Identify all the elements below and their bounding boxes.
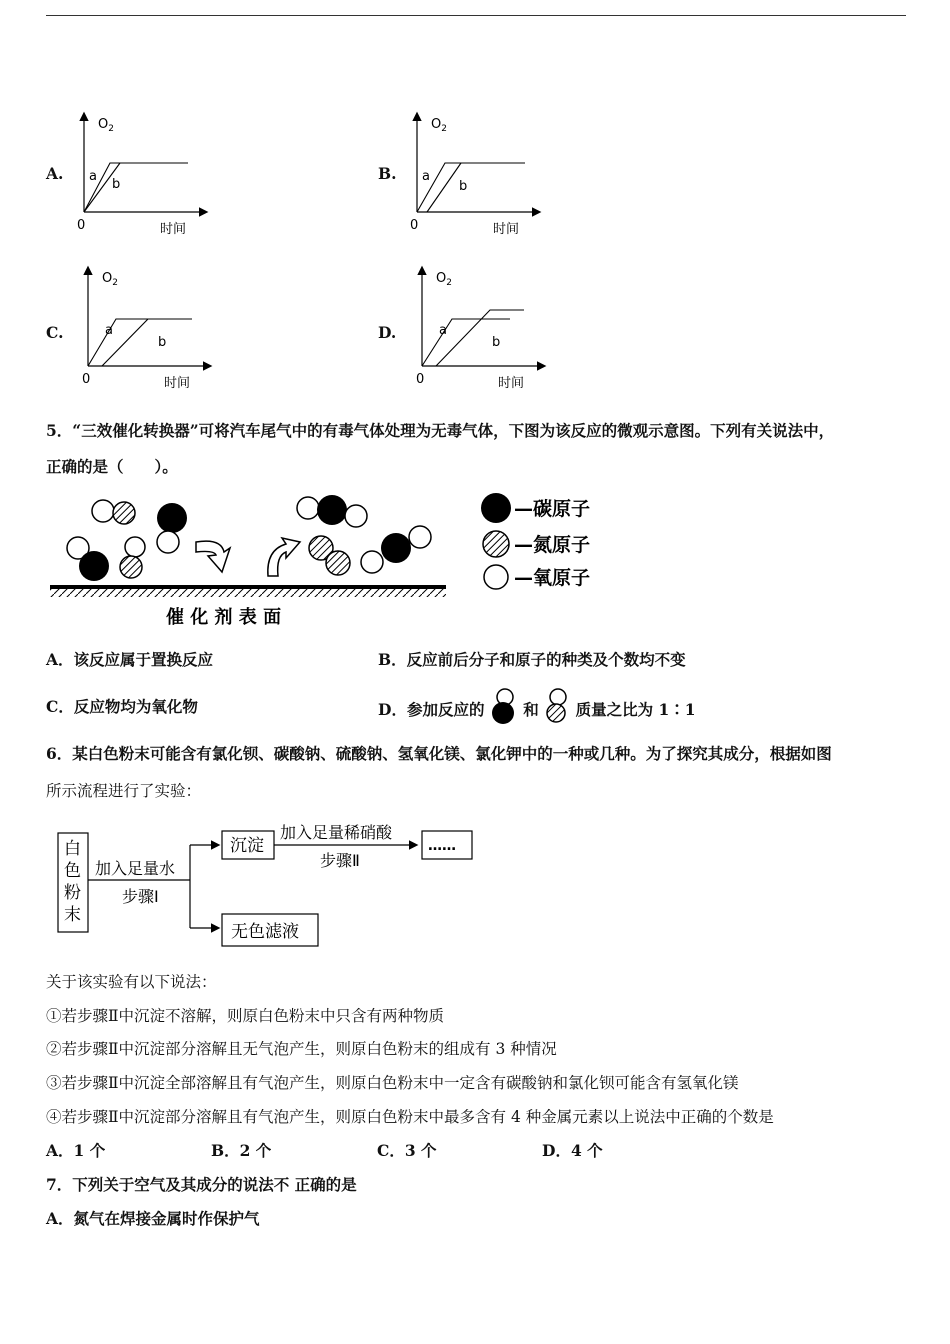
graph-c-x-label: 时间: [164, 376, 191, 391]
step1-label: 加入足量水: [95, 859, 176, 878]
graph-a-line-a: a: [89, 169, 97, 184]
filtrate-label: 无色滤液: [231, 922, 299, 942]
graph-d-y-label: $O_2$: [436, 271, 452, 288]
q7-stem: 7．下列关于空气及其成分的说法不 正确的是: [46, 1175, 357, 1194]
q5-option-d: [378, 697, 696, 725]
graph-b-line-b: b: [459, 179, 468, 194]
graph-c: [76, 262, 216, 394]
q6-stem-line1: 6．某白色粉末可能含有氯化钡、碳酸钠、硫酸钠、氢氧化镁、氯化钾中的一种或几种。为了探究其成分，根据如图: [46, 744, 832, 763]
step2-label: 加入足量稀硝酸: [280, 823, 393, 842]
q6-statement-4: ④若步骤Ⅱ中沉淀部分溶解且有气泡产生，则原白色粉末中最多含有 4 种金属元素以上说法中正确的个数是: [46, 1108, 774, 1126]
q6-intro: 关于该实验有以下说法：: [46, 973, 217, 991]
graph-b-x-label: 时间: [493, 222, 520, 237]
catalyst-reaction-figure: [46, 490, 646, 632]
graph-d-line-a: a: [439, 323, 447, 338]
q6-option-b: B．2 个: [211, 1141, 272, 1160]
graph-b-y-label: $O_2$: [431, 117, 447, 134]
start-char-1: 白: [64, 839, 81, 859]
q6-statement-2: ②若步骤Ⅱ中沉淀部分溶解且无气泡产生，则原白色粉末的组成有 3 种情况: [46, 1040, 557, 1058]
graph-d: [410, 262, 550, 394]
co-molecule-icon: [490, 687, 518, 725]
ellipsis-label: ……: [428, 838, 456, 854]
graph-c-line-b: b: [158, 335, 167, 350]
graph-a-origin: 0: [77, 218, 86, 233]
surface-label: 催 化 剂 表 面: [166, 607, 282, 628]
graph-a-line-b: b: [112, 177, 121, 192]
graph-a: [72, 108, 212, 240]
q7-option-a: A．氮气在焊接金属时作保护气: [46, 1209, 260, 1228]
q5-option-d-and: 和: [523, 700, 539, 719]
q6-statement-3: ③若步骤Ⅱ中沉淀全部溶解且有气泡产生，则原白色粉末中一定含有碳酸钠和氯化钡可能含有氢氧化镁: [46, 1074, 739, 1092]
option-c-letter: C.: [46, 323, 64, 342]
graph-d-origin: 0: [416, 372, 425, 387]
header-rule: [46, 15, 906, 16]
q5-stem-line1: 5．“三效催化转换器”可将汽车尾气中的有毒气体处理为无毒气体，下图为该反应的微观示意图。下列有关说法中，: [46, 421, 835, 440]
graph-c-origin: 0: [82, 372, 91, 387]
q5-stem-line2: 正确的是（ ）。: [46, 457, 178, 476]
graph-d-line-b: b: [492, 335, 501, 350]
graph-a-x-label: 时间: [160, 222, 187, 237]
precipitate-label: 沉淀: [230, 836, 264, 856]
option-b-letter: B.: [378, 164, 397, 183]
graph-b: [405, 108, 545, 240]
legend-carbon: —碳原子: [514, 498, 591, 520]
graph-b-line-a: a: [422, 169, 430, 184]
q5-option-a: A．该反应属于置换反应: [46, 650, 214, 669]
graph-d-x-label: 时间: [498, 376, 525, 391]
q5-option-b: B．反应前后分子和原子的种类及个数均不变: [378, 650, 686, 669]
q6-stem-line2: 所示流程进行了实验：: [46, 782, 202, 800]
start-char-3: 粉: [64, 883, 81, 903]
experiment-flowchart: [50, 818, 480, 953]
q6-option-a: A．1 个: [46, 1141, 106, 1160]
q6-statement-1: ①若步骤Ⅱ中沉淀不溶解，则原白色粉末中只含有两种物质: [46, 1007, 445, 1025]
start-char-2: 色: [64, 861, 81, 881]
no-molecule-icon: [544, 687, 570, 725]
graph-a-y-label: $O_2$: [98, 117, 114, 134]
legend-nitrogen: —氮原子: [514, 534, 591, 556]
option-d-letter: D.: [378, 323, 397, 342]
step1-name: 步骤Ⅰ: [122, 887, 159, 906]
graph-c-y-label: $O_2$: [102, 271, 118, 288]
step2-name: 步骤Ⅱ: [320, 851, 360, 870]
q6-option-d: D．4 个: [542, 1141, 603, 1160]
q5-option-c: C．反应物均为氧化物: [46, 697, 198, 716]
q5-option-d-suffix: 质量之比为 1∶1: [575, 700, 696, 719]
q5-option-d-prefix: D．参加反应的: [378, 700, 485, 719]
start-char-4: 末: [64, 905, 81, 925]
graph-b-origin: 0: [410, 218, 419, 233]
graph-c-line-a: a: [105, 323, 113, 338]
legend-oxygen: —氧原子: [514, 567, 591, 589]
option-a-letter: A.: [46, 164, 64, 183]
q6-option-c: C．3 个: [377, 1141, 437, 1160]
